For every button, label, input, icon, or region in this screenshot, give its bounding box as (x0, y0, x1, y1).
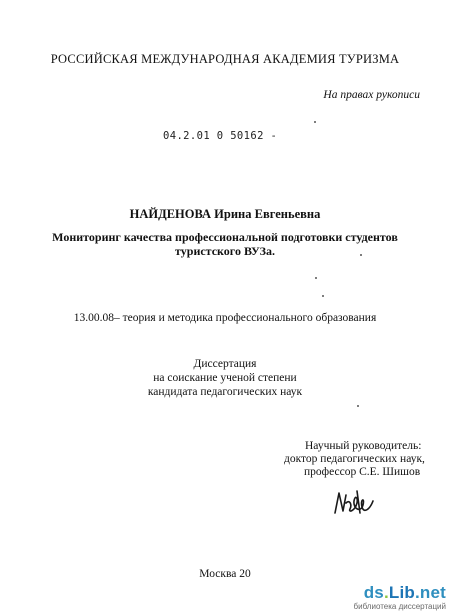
scan-speck (315, 277, 317, 279)
city-year: Москва 20 (199, 568, 251, 580)
dslib-watermark (334, 583, 446, 613)
scan-speck (314, 121, 316, 123)
advisor-name: профессор С.Е. Шишов (304, 466, 421, 478)
advisor-label: Научный руководитель: (305, 440, 422, 452)
author-name: НАЙДЕНОВА Ирина Евгеньевна (129, 207, 321, 221)
registration-code: 04.2.01 0 50162 - (163, 130, 278, 142)
scan-speck (357, 405, 359, 407)
degree-purpose: на соискание ученой степени (153, 372, 297, 384)
dissertation-title-line-1: Мониторинг качества профессиональной подготовки студентов (52, 230, 398, 244)
dslib-logo: ds.Lib.net (363, 583, 446, 602)
scan-speck (360, 254, 362, 256)
manuscript-rights-note: На правах рукописи (323, 89, 420, 101)
advisor-degree: доктор педагогических наук, (284, 453, 425, 465)
dslib-tagline: библиотека диссертаций (353, 602, 446, 611)
handwritten-signature (333, 487, 375, 517)
dissertation-label: Диссертация (193, 358, 257, 370)
dissertation-title-line-2: туристского ВУЗа. (175, 244, 275, 258)
scan-speck (322, 295, 324, 297)
institution-name: РОССИЙСКАЯ МЕЖДУНАРОДНАЯ АКАДЕМИЯ ТУРИЗМА (50, 52, 400, 66)
specialty-code: 13.00.08– теория и методика профессионального образования (73, 312, 377, 324)
degree-name: кандидата педагогических наук (147, 386, 303, 398)
